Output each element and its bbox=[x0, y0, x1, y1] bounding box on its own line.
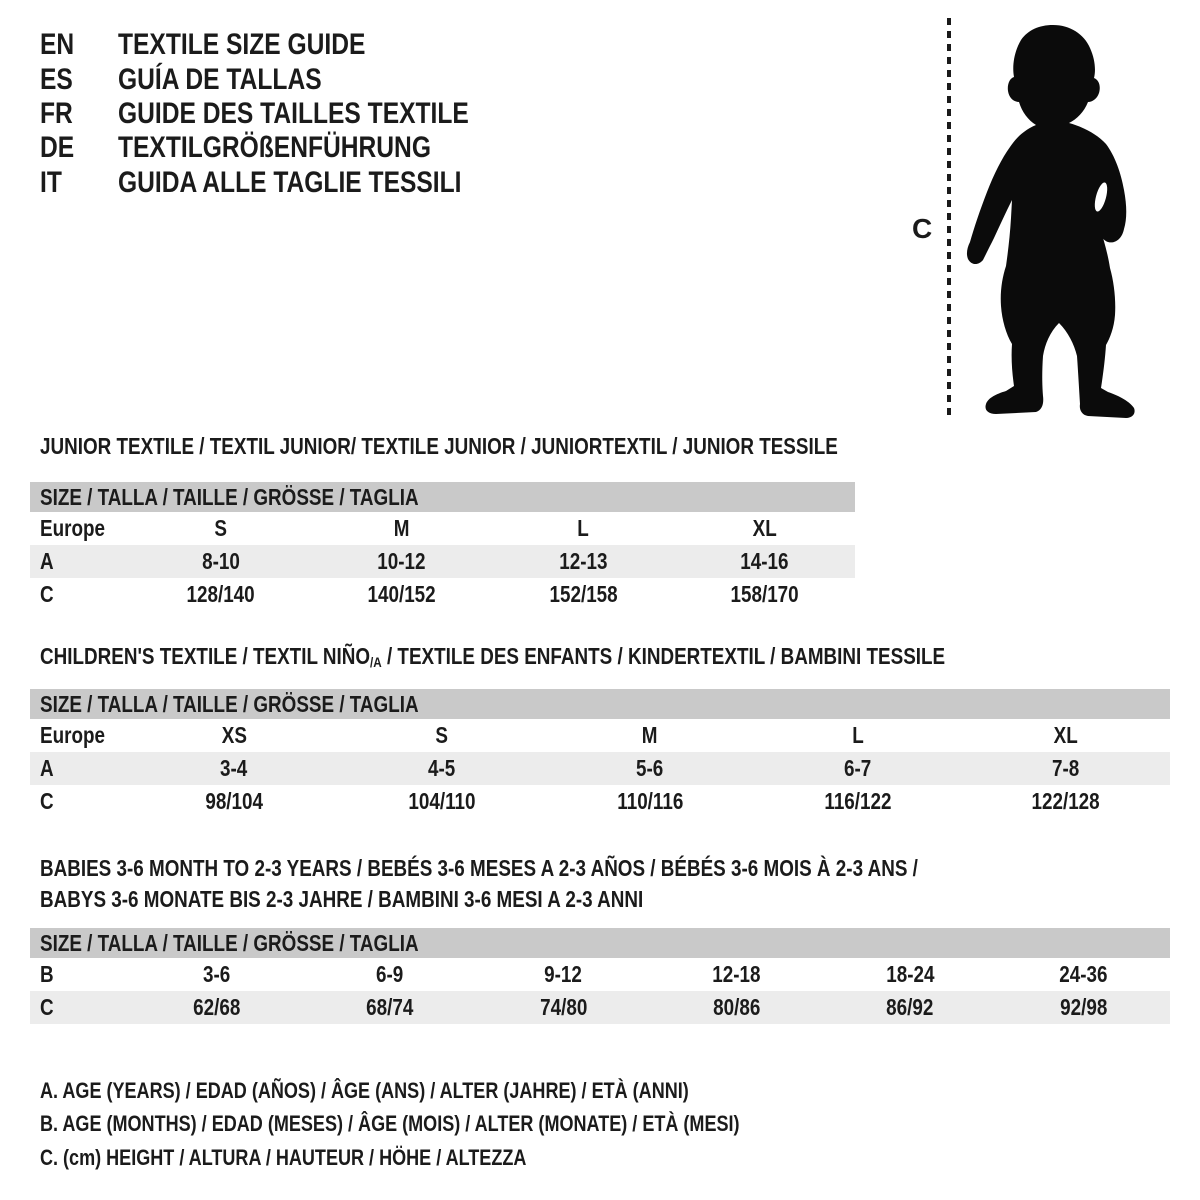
table-cell: 6-7 bbox=[844, 755, 872, 781]
table-cell: L bbox=[577, 515, 589, 541]
row-label: B bbox=[40, 961, 54, 987]
lang-row-de bbox=[40, 131, 546, 165]
babies-size-table bbox=[30, 928, 1170, 1024]
junior-size-table bbox=[30, 482, 855, 611]
table-cell: XL bbox=[1053, 722, 1079, 748]
table-cell: 18-24 bbox=[885, 961, 935, 987]
table-row bbox=[30, 752, 1170, 785]
table-cell: 6-9 bbox=[376, 961, 404, 987]
table-cell: 12-13 bbox=[558, 548, 608, 574]
table-cell: S bbox=[435, 722, 449, 748]
size-header-row: SIZE / TALLA / TAILLE / GRÖSSE / TAGLIA bbox=[30, 928, 1170, 958]
lang-row-es bbox=[40, 62, 546, 96]
children-size-table bbox=[30, 689, 1170, 818]
table-cell: 14-16 bbox=[740, 548, 789, 574]
lang-label-it: GUIDA ALLE TAGLIE TESSILI bbox=[118, 165, 462, 199]
table-row bbox=[30, 545, 855, 578]
table-cell: 140/152 bbox=[367, 581, 436, 607]
table-cell: L bbox=[852, 722, 864, 748]
row-label: A bbox=[40, 548, 54, 574]
row-label: A bbox=[40, 755, 54, 781]
table-cell: 122/128 bbox=[1031, 788, 1101, 814]
table-cell: 68/74 bbox=[366, 994, 414, 1020]
table-cell: 3-4 bbox=[220, 755, 248, 781]
table-cell: M bbox=[642, 722, 658, 748]
table-cell: 98/104 bbox=[205, 788, 263, 814]
table-row bbox=[30, 512, 855, 545]
lang-label-es: GUÍA DE TALLAS bbox=[118, 62, 322, 96]
table-cell: 110/116 bbox=[616, 788, 684, 814]
lang-label-en: TEXTILE SIZE GUIDE bbox=[118, 28, 366, 62]
table-row bbox=[30, 578, 855, 611]
lang-code-fr: FR bbox=[40, 96, 73, 130]
lang-code-de: DE bbox=[40, 131, 75, 165]
table-cell: 128/140 bbox=[186, 581, 255, 607]
table-cell: 8-10 bbox=[201, 548, 240, 574]
table-cell: 9-12 bbox=[544, 961, 583, 987]
row-label: Europe bbox=[40, 722, 105, 748]
table-cell: 7-8 bbox=[1052, 755, 1080, 781]
table-cell: 3-6 bbox=[203, 961, 231, 987]
size-header-row: SIZE / TALLA / TAILLE / GRÖSSE / TAGLIA bbox=[30, 482, 855, 512]
row-label: Europe bbox=[40, 515, 105, 541]
lang-row-fr bbox=[40, 97, 546, 131]
table-row bbox=[30, 958, 1170, 991]
table-cell: XS bbox=[221, 722, 247, 748]
row-label: C bbox=[40, 581, 54, 607]
table-cell: XL bbox=[752, 515, 777, 541]
children-section-title: CHILDREN'S TEXTILE / TEXTIL NIÑO/A / TEXTILE DES ENFANTS / KINDERTEXTIL / BAMBINI TESSILE bbox=[40, 643, 946, 671]
toddler-silhouette-icon bbox=[958, 20, 1148, 420]
row-label: C bbox=[40, 994, 54, 1020]
size-header-row: SIZE / TALLA / TAILLE / GRÖSSE / TAGLIA bbox=[30, 689, 1170, 719]
table-row bbox=[30, 785, 1170, 818]
table-row bbox=[30, 719, 1170, 752]
table-cell: 152/158 bbox=[549, 581, 618, 607]
height-measure-label: C bbox=[912, 213, 933, 244]
table-row bbox=[30, 991, 1170, 1024]
table-cell: 62/68 bbox=[193, 994, 241, 1020]
lang-code-it: IT bbox=[40, 165, 62, 199]
table-cell: 5-6 bbox=[636, 755, 664, 781]
language-header bbox=[40, 28, 546, 200]
legend bbox=[40, 1074, 893, 1175]
table-cell: 116/122 bbox=[824, 788, 892, 814]
table-cell: 4-5 bbox=[428, 755, 456, 781]
lang-label-de: TEXTILGRÖßENFÜHRUNG bbox=[118, 131, 431, 165]
table-cell: 24-36 bbox=[1059, 961, 1108, 987]
legend-height-cm: C. (cm) HEIGHT / ALTURA / HAUTEUR / HÖHE / ALTEZZA bbox=[40, 1144, 527, 1170]
legend-age-months: B. AGE (MONTHS) / EDAD (MESES) / ÂGE (MOIS) / ALTER (MONATE) / ETÀ (MESI) bbox=[40, 1111, 740, 1137]
row-label: C bbox=[40, 788, 54, 814]
table-cell: 104/110 bbox=[408, 788, 476, 814]
nino-a-subscript: /A bbox=[370, 654, 382, 671]
table-cell: 92/98 bbox=[1059, 994, 1107, 1020]
lang-row-it bbox=[40, 166, 546, 200]
height-dashed-line bbox=[947, 18, 951, 418]
table-cell: 80/86 bbox=[713, 994, 761, 1020]
table-cell: M bbox=[394, 515, 410, 541]
table-cell: 12-18 bbox=[712, 961, 761, 987]
junior-section-title: JUNIOR TEXTILE / TEXTIL JUNIOR/ TEXTILE JUNIOR / JUNIORTEXTIL / JUNIOR TESSILE bbox=[40, 433, 838, 459]
table-cell: 86/92 bbox=[886, 994, 934, 1020]
lang-code-es: ES bbox=[40, 62, 73, 96]
legend-age-years: A. AGE (YEARS) / EDAD (AÑOS) / ÂGE (ANS) / ALTER (JAHRE) / ETÀ (ANNI) bbox=[40, 1077, 689, 1103]
babies-section-title: BABIES 3-6 MONTH TO 2-3 YEARS / BEBÉS 3-6 MESES A 2-3 AÑOS / BÉBÉS 3-6 MOIS À 2-3 ANS / BABYS 3-6 MONATE BIS 2-3 JAHRE / BAMBINI 3-6 MESI A 2-3 ANNI bbox=[40, 855, 918, 912]
table-cell: S bbox=[214, 515, 227, 541]
table-cell: 158/170 bbox=[730, 581, 799, 607]
lang-label-fr: GUIDE DES TAILLES TEXTILE bbox=[118, 96, 469, 130]
lang-row-en bbox=[40, 28, 546, 62]
lang-code-en: EN bbox=[40, 28, 75, 62]
table-cell: 74/80 bbox=[539, 994, 587, 1020]
table-cell: 10-12 bbox=[377, 548, 426, 574]
